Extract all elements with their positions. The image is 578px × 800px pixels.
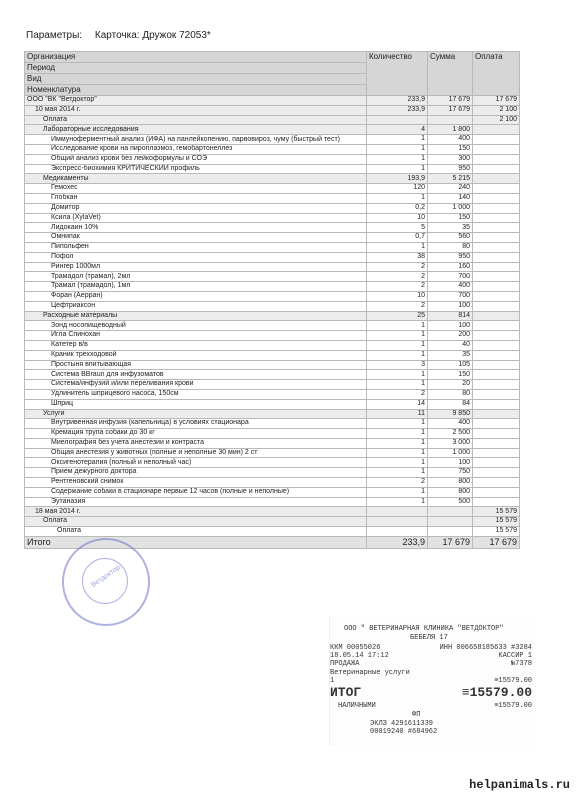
- row-sum: 17 679: [428, 96, 473, 106]
- row-quantity: 1: [367, 497, 428, 507]
- row-name: Гемохес: [25, 184, 367, 194]
- row-sum: 17 679: [428, 105, 473, 115]
- header-sum: Сумма: [428, 52, 473, 96]
- row-payment: [473, 409, 520, 419]
- row-quantity: 1: [367, 331, 428, 341]
- row-payment: [473, 193, 520, 203]
- row-payment: [473, 448, 520, 458]
- row-quantity: 1: [367, 321, 428, 331]
- row-name: Трамадол (трамал), 2мл: [25, 272, 367, 282]
- row-quantity: [367, 527, 428, 537]
- row-name: ООО "ВК "Ветдоктор": [25, 96, 367, 106]
- row-payment: [473, 164, 520, 174]
- row-quantity: 38: [367, 252, 428, 262]
- table-row: [25, 458, 520, 468]
- row-name: Внутривенная инфузия (капельница) в условиях стационара: [25, 419, 367, 429]
- receipt-total-value: ≡15579.00: [461, 685, 532, 700]
- row-payment: 15 579: [473, 517, 520, 527]
- receipt-org: ООО " ВЕТЕРИНАРНАЯ КЛИНИКА "ВЕТДОКТОР": [344, 625, 504, 633]
- row-sum: 140: [428, 193, 473, 203]
- row-name: Пофол: [25, 252, 367, 262]
- row-quantity: 120: [367, 184, 428, 194]
- row-quantity: 193,9: [367, 174, 428, 184]
- header-type: Вид: [25, 74, 367, 85]
- table-row: [25, 399, 520, 409]
- row-payment: 15 579: [473, 527, 520, 537]
- row-name: Пипольфен: [25, 242, 367, 252]
- row-payment: [473, 213, 520, 223]
- row-quantity: 1: [367, 340, 428, 350]
- row-quantity: 1: [367, 419, 428, 429]
- row-name: Домитор: [25, 203, 367, 213]
- row-quantity: 1: [367, 380, 428, 390]
- row-sum: 2 500: [428, 429, 473, 439]
- row-payment: [473, 389, 520, 399]
- row-payment: [473, 468, 520, 478]
- row-quantity: [367, 507, 428, 517]
- row-sum: 300: [428, 154, 473, 164]
- row-payment: [473, 331, 520, 341]
- row-name: Катетер в/в: [25, 340, 367, 350]
- row-sum: 150: [428, 144, 473, 154]
- row-quantity: 3: [367, 360, 428, 370]
- row-sum: 100: [428, 458, 473, 468]
- row-quantity: 2: [367, 272, 428, 282]
- row-quantity: 10: [367, 291, 428, 301]
- row-payment: [473, 242, 520, 252]
- row-payment: [473, 223, 520, 233]
- row-payment: [473, 360, 520, 370]
- row-name: 10 мая 2014 г.: [25, 105, 367, 115]
- row-sum: 5 215: [428, 174, 473, 184]
- row-sum: 1 000: [428, 203, 473, 213]
- table-row: [25, 360, 520, 370]
- header-period: Период: [25, 63, 367, 74]
- row-name: Оплата: [25, 527, 367, 537]
- table-row: [25, 184, 520, 194]
- row-payment: [473, 478, 520, 488]
- table-row: [25, 135, 520, 145]
- table-row: [25, 291, 520, 301]
- table-row: [25, 340, 520, 350]
- row-quantity: 1: [367, 144, 428, 154]
- row-quantity: 5: [367, 223, 428, 233]
- row-quantity: [367, 517, 428, 527]
- receipt-price: ≡15579.00: [494, 677, 532, 685]
- report-parameters: [26, 30, 221, 41]
- row-quantity: 1: [367, 164, 428, 174]
- table-row: [25, 370, 520, 380]
- stamp-text: Ветдоктор: [90, 564, 122, 589]
- row-quantity: 11: [367, 409, 428, 419]
- row-quantity: 2: [367, 301, 428, 311]
- row-sum: 160: [428, 262, 473, 272]
- total-quantity: 233,9: [367, 536, 428, 548]
- table-row: [25, 507, 520, 517]
- table-row: [25, 478, 520, 488]
- row-name: Миелография без учета анестезии и контраста: [25, 438, 367, 448]
- row-name: Омнипак: [25, 233, 367, 243]
- row-payment: 2 100: [473, 115, 520, 125]
- row-name: Цефтриаксон: [25, 301, 367, 311]
- row-sum: 3 000: [428, 438, 473, 448]
- table-row: [25, 223, 520, 233]
- table-row: [25, 154, 520, 164]
- params-value: Карточка: Дружок 72053*: [94, 30, 211, 41]
- table-row: [25, 419, 520, 429]
- receipt-eklz: ЭКЛЗ 4291611339: [370, 720, 434, 728]
- receipt-cash-label: НАЛИЧНЫМИ: [338, 702, 376, 710]
- row-payment: [473, 438, 520, 448]
- table-row: [25, 350, 520, 360]
- row-sum: 80: [428, 389, 473, 399]
- row-sum: 1 800: [428, 125, 473, 135]
- row-quantity: 1: [367, 193, 428, 203]
- row-sum: 700: [428, 291, 473, 301]
- receipt-total-label: ИТОГ: [330, 685, 362, 700]
- row-payment: [473, 340, 520, 350]
- header-payment: Оплата: [473, 52, 520, 96]
- table-row: [25, 233, 520, 243]
- row-sum: 100: [428, 321, 473, 331]
- table-row: [25, 105, 520, 115]
- row-payment: [473, 184, 520, 194]
- clinic-stamp: [62, 538, 150, 626]
- row-sum: 560: [428, 233, 473, 243]
- row-quantity: 25: [367, 311, 428, 321]
- row-sum: 200: [428, 331, 473, 341]
- table-row: [25, 429, 520, 439]
- row-payment: [473, 272, 520, 282]
- params-label: Параметры:: [26, 30, 83, 41]
- row-sum: 105: [428, 360, 473, 370]
- row-sum: 1 000: [428, 448, 473, 458]
- row-name: Оплата: [25, 115, 367, 125]
- total-label: Итого: [25, 536, 367, 548]
- row-sum: 750: [428, 468, 473, 478]
- total-payment: 17 679: [473, 536, 520, 548]
- row-payment: [473, 154, 520, 164]
- row-name: Трамал (трамадол), 1мл: [25, 282, 367, 292]
- row-sum: 950: [428, 164, 473, 174]
- row-name: Простыня впитывающая: [25, 360, 367, 370]
- row-payment: [473, 497, 520, 507]
- table-row: [25, 213, 520, 223]
- row-quantity: 2: [367, 282, 428, 292]
- row-quantity: 1: [367, 487, 428, 497]
- row-sum: 400: [428, 135, 473, 145]
- row-sum: 500: [428, 497, 473, 507]
- table-row: [25, 497, 520, 507]
- table-row: [25, 144, 520, 154]
- row-quantity: 10: [367, 213, 428, 223]
- table-row: [25, 517, 520, 527]
- row-quantity: 1: [367, 458, 428, 468]
- row-payment: [473, 301, 520, 311]
- row-payment: [473, 311, 520, 321]
- row-sum: 84: [428, 399, 473, 409]
- row-payment: [473, 144, 520, 154]
- row-name: Система BBraun для инфузоматов: [25, 370, 367, 380]
- row-payment: 15 579: [473, 507, 520, 517]
- row-name: Лабораторные исследования: [25, 125, 367, 135]
- row-name: Лидокаин 10%: [25, 223, 367, 233]
- row-payment: [473, 125, 520, 135]
- header-nomenclature: Номенклатура: [25, 85, 367, 96]
- row-name: Рентгеновский снимок: [25, 478, 367, 488]
- row-sum: 400: [428, 282, 473, 292]
- row-name: Общая анестезия у животных (полные и неполные 30 мин) 2 ст: [25, 448, 367, 458]
- row-quantity: 0,7: [367, 233, 428, 243]
- row-quantity: [367, 115, 428, 125]
- table-row: [25, 527, 520, 537]
- row-name: Шприц: [25, 399, 367, 409]
- row-name: Иммуноферментный анализ (ИФА) на панлейкопению, парвовироз, чуму (быстрый тест): [25, 135, 367, 145]
- table-row: [25, 282, 520, 292]
- row-quantity: 0,2: [367, 203, 428, 213]
- row-payment: [473, 203, 520, 213]
- receipt-date: 18.05.14 17:12: [330, 652, 389, 660]
- row-payment: [473, 429, 520, 439]
- row-quantity: 1: [367, 350, 428, 360]
- receipt-service: Ветеринарные услуги: [330, 669, 410, 677]
- row-quantity: 2: [367, 262, 428, 272]
- table-row: [25, 438, 520, 448]
- table-row: [25, 468, 520, 478]
- row-name: Расходные материалы: [25, 311, 367, 321]
- table-row: [25, 115, 520, 125]
- row-name: Зонд носопищеводный: [25, 321, 367, 331]
- table-row: [25, 380, 520, 390]
- row-sum: 35: [428, 350, 473, 360]
- row-name: Ксила (XylaVet): [25, 213, 367, 223]
- row-quantity: 1: [367, 370, 428, 380]
- row-name: Общий анализ крови без лейкоформулы и СОЭ: [25, 154, 367, 164]
- row-quantity: 1: [367, 429, 428, 439]
- row-sum: 80: [428, 242, 473, 252]
- row-name: Краник трехходовой: [25, 350, 367, 360]
- table-row: [25, 174, 520, 184]
- row-sum: 35: [428, 223, 473, 233]
- row-name: Рингер 1000мл: [25, 262, 367, 272]
- row-payment: [473, 350, 520, 360]
- row-payment: [473, 282, 520, 292]
- table-row: [25, 321, 520, 331]
- row-quantity: 1: [367, 154, 428, 164]
- row-quantity: 1: [367, 468, 428, 478]
- row-payment: [473, 262, 520, 272]
- row-name: Эутаназия: [25, 497, 367, 507]
- row-quantity: 2: [367, 389, 428, 399]
- table-row: [25, 242, 520, 252]
- table-row: [25, 331, 520, 341]
- row-payment: [473, 233, 520, 243]
- row-name: Игла Спинохан: [25, 331, 367, 341]
- table-row: [25, 203, 520, 213]
- table-row: [25, 96, 520, 106]
- row-quantity: 1: [367, 448, 428, 458]
- receipt-cashier: КАССИР 1: [498, 652, 532, 660]
- row-name: Оплата: [25, 517, 367, 527]
- row-sum: [428, 527, 473, 537]
- row-quantity: 1: [367, 242, 428, 252]
- receipt-eklz-number: 00019240 #684962: [370, 728, 438, 736]
- row-sum: 20: [428, 380, 473, 390]
- total-sum: 17 679: [428, 536, 473, 548]
- row-quantity: 2: [367, 478, 428, 488]
- table-row: [25, 487, 520, 497]
- receipt-inn: ИНН 006658185633 #3284: [439, 644, 532, 652]
- row-payment: [473, 458, 520, 468]
- receipt-qty: 1: [330, 677, 335, 685]
- row-sum: 814: [428, 311, 473, 321]
- receipt-cash-value: ≡15579.00: [494, 702, 532, 710]
- row-sum: 240: [428, 184, 473, 194]
- row-payment: [473, 174, 520, 184]
- report-table: [24, 51, 520, 549]
- row-payment: [473, 252, 520, 262]
- row-sum: [428, 517, 473, 527]
- row-name: Удлинитель шприцевого насоса, 150см: [25, 389, 367, 399]
- row-sum: 400: [428, 419, 473, 429]
- row-quantity: 14: [367, 399, 428, 409]
- table-row: [25, 164, 520, 174]
- row-sum: 800: [428, 487, 473, 497]
- row-sum: 950: [428, 252, 473, 262]
- row-payment: [473, 321, 520, 331]
- header-organization: Организация: [25, 52, 367, 63]
- table-row: [25, 262, 520, 272]
- row-name: Форан (Аерран): [25, 291, 367, 301]
- row-sum: 40: [428, 340, 473, 350]
- watermark: helpanimals.ru: [469, 778, 570, 792]
- row-sum: 100: [428, 301, 473, 311]
- row-quantity: 1: [367, 438, 428, 448]
- table-row: [25, 389, 520, 399]
- row-sum: 150: [428, 370, 473, 380]
- table-row: [25, 448, 520, 458]
- row-name: 18 мая 2014 г.: [25, 507, 367, 517]
- row-quantity: 233,9: [367, 105, 428, 115]
- row-payment: [473, 370, 520, 380]
- table-row: [25, 125, 520, 135]
- row-quantity: 4: [367, 125, 428, 135]
- row-name: Прием дежурного доктора: [25, 468, 367, 478]
- row-name: Медикаменты: [25, 174, 367, 184]
- row-sum: 150: [428, 213, 473, 223]
- row-quantity: 1: [367, 135, 428, 145]
- table-row: [25, 301, 520, 311]
- table-row: [25, 409, 520, 419]
- row-name: Содержание собаки в стационаре первые 12 часов (полные и неполные): [25, 487, 367, 497]
- row-sum: 700: [428, 272, 473, 282]
- row-name: Оксигенотерапия (полный и неполный час): [25, 458, 367, 468]
- row-sum: 800: [428, 478, 473, 488]
- row-sum: [428, 115, 473, 125]
- row-payment: [473, 135, 520, 145]
- row-payment: 2 100: [473, 105, 520, 115]
- table-row: [25, 193, 520, 203]
- row-payment: [473, 399, 520, 409]
- row-payment: [473, 291, 520, 301]
- cash-receipt: [329, 616, 536, 746]
- row-quantity: 233,9: [367, 96, 428, 106]
- row-name: Услуги: [25, 409, 367, 419]
- table-row: [25, 311, 520, 321]
- table-row: [25, 252, 520, 262]
- row-payment: [473, 419, 520, 429]
- row-name: Исследование крови на пироплазмоз, гемобартонеллез: [25, 144, 367, 154]
- header-quantity: Количество: [367, 52, 428, 96]
- row-name: Кремация трупа собаки до 30 кг: [25, 429, 367, 439]
- row-name: Система/инфузий и/или переливания крови: [25, 380, 367, 390]
- row-name: Глобкан: [25, 193, 367, 203]
- row-sum: [428, 507, 473, 517]
- row-sum: 9 850: [428, 409, 473, 419]
- receipt-kkm: ККМ 00055026: [330, 644, 381, 652]
- receipt-address: БЕБЕЛЯ 17: [410, 634, 448, 642]
- receipt-number: №7378: [510, 660, 532, 668]
- row-payment: [473, 380, 520, 390]
- table-row: [25, 272, 520, 282]
- receipt-fp: ФП: [412, 711, 421, 719]
- row-name: Экспресс-биохимия КРИТИЧЕСКИЙ профиль: [25, 164, 367, 174]
- receipt-sale: ПРОДАЖА: [330, 660, 360, 668]
- row-payment: [473, 487, 520, 497]
- row-payment: 17 679: [473, 96, 520, 106]
